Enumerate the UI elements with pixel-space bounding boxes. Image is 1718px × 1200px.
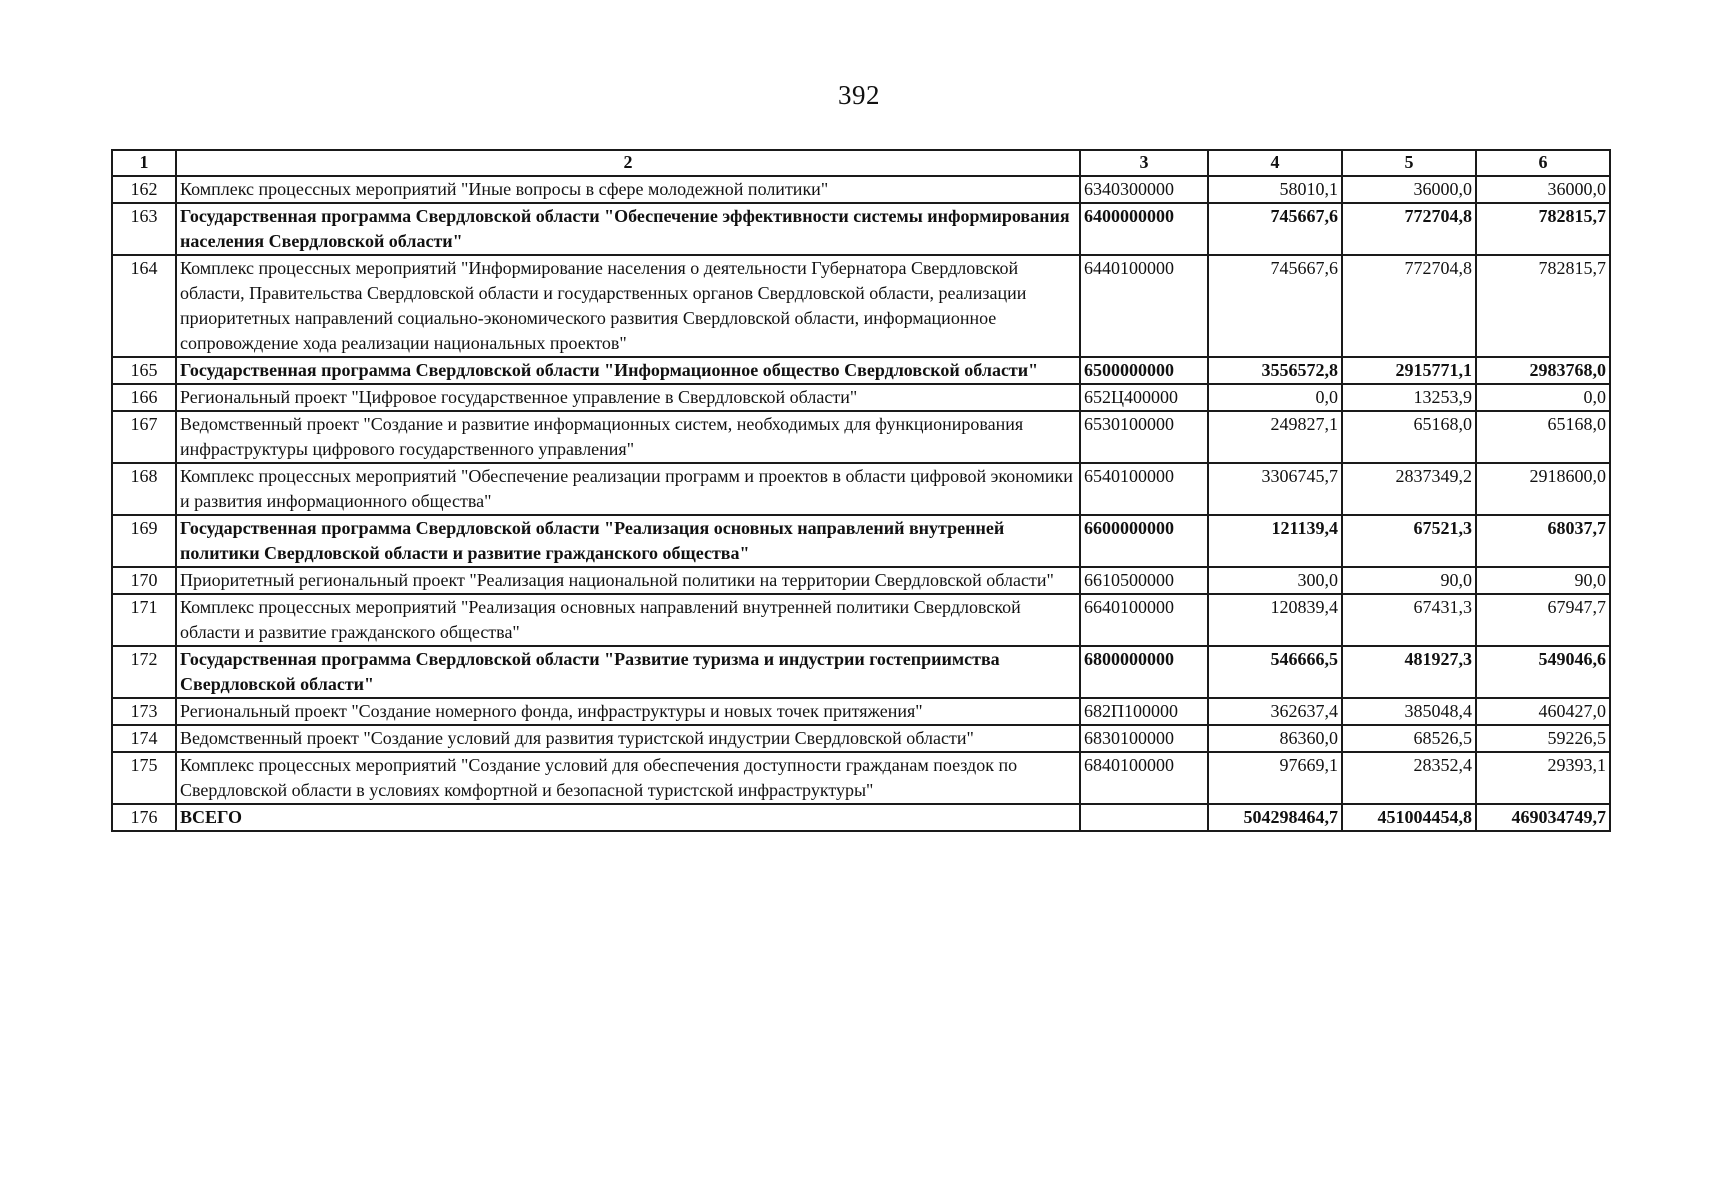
- row-code: 6610500000: [1080, 567, 1208, 594]
- table-row: [112, 698, 1610, 725]
- page-number: 392: [838, 80, 880, 110]
- column-header-2: 2: [176, 150, 1080, 176]
- row-name: Приоритетный региональный проект "Реализация национальной политики на территории Свердловской области": [176, 567, 1080, 594]
- row-number: 163: [112, 203, 176, 255]
- row-value-col6: 469034749,7: [1476, 804, 1610, 831]
- column-header-5: 5: [1342, 150, 1476, 176]
- column-header-1: 1: [112, 150, 176, 176]
- row-number: 174: [112, 725, 176, 752]
- row-value-col5: 451004454,8: [1342, 804, 1476, 831]
- table-row: [112, 515, 1610, 567]
- row-value-col5: 2915771,1: [1342, 357, 1476, 384]
- row-code: 6440100000: [1080, 255, 1208, 357]
- row-name: Комплекс процессных мероприятий "Создание условий для обеспечения доступности гражданам поездок по Свердловской области в условиях комфортной и безопасной туристской инфраструктуры": [176, 752, 1080, 804]
- table-row: [112, 255, 1610, 357]
- row-number: 165: [112, 357, 176, 384]
- table-row: [112, 411, 1610, 463]
- row-name: Государственная программа Свердловской области "Развитие туризма и индустрии гостеприимства Свердловской области": [176, 646, 1080, 698]
- row-number: 169: [112, 515, 176, 567]
- row-number: 168: [112, 463, 176, 515]
- row-code: 6840100000: [1080, 752, 1208, 804]
- table-row: [112, 357, 1610, 384]
- row-value-col6: 36000,0: [1476, 176, 1610, 203]
- table-row: [112, 463, 1610, 515]
- column-header-3: 3: [1080, 150, 1208, 176]
- row-value-col4: 3556572,8: [1208, 357, 1342, 384]
- row-value-col6: 90,0: [1476, 567, 1610, 594]
- row-code: 6800000000: [1080, 646, 1208, 698]
- row-code: 6600000000: [1080, 515, 1208, 567]
- budget-table: [111, 149, 1611, 832]
- row-value-col5: 67521,3: [1342, 515, 1476, 567]
- row-number: 162: [112, 176, 176, 203]
- row-number: 164: [112, 255, 176, 357]
- row-name: Ведомственный проект "Создание и развитие информационных систем, необходимых для функционирования инфраструктуры цифрового государственного управления": [176, 411, 1080, 463]
- row-value-col5: 772704,8: [1342, 203, 1476, 255]
- row-number: 172: [112, 646, 176, 698]
- row-value-col6: 2983768,0: [1476, 357, 1610, 384]
- row-value-col5: 481927,3: [1342, 646, 1476, 698]
- row-value-col4: 362637,4: [1208, 698, 1342, 725]
- row-value-col6: 59226,5: [1476, 725, 1610, 752]
- row-value-col5: 385048,4: [1342, 698, 1476, 725]
- column-header-4: 4: [1208, 150, 1342, 176]
- column-header-6: 6: [1476, 150, 1610, 176]
- row-number: 175: [112, 752, 176, 804]
- table-row: [112, 752, 1610, 804]
- row-name: Комплекс процессных мероприятий "Реализация основных направлений внутренней политики Свердловской области и развитие гражданского общества": [176, 594, 1080, 646]
- row-value-col6: 782815,7: [1476, 203, 1610, 255]
- row-value-col5: 65168,0: [1342, 411, 1476, 463]
- header-row: [112, 150, 1610, 176]
- row-value-col5: 772704,8: [1342, 255, 1476, 357]
- row-value-col6: 67947,7: [1476, 594, 1610, 646]
- row-code: [1080, 804, 1208, 831]
- row-name: Государственная программа Свердловской области "Информационное общество Свердловской области": [176, 357, 1080, 384]
- row-name: Государственная программа Свердловской области "Обеспечение эффективности системы информирования населения Свердловской области": [176, 203, 1080, 255]
- row-name: Государственная программа Свердловской области "Реализация основных направлений внутренней политики Свердловской области и развитие гражданского общества": [176, 515, 1080, 567]
- row-value-col6: 0,0: [1476, 384, 1610, 411]
- table-row: [112, 646, 1610, 698]
- table-row: [112, 567, 1610, 594]
- table-body: [112, 176, 1610, 831]
- row-value-col6: 460427,0: [1476, 698, 1610, 725]
- row-code: 6830100000: [1080, 725, 1208, 752]
- row-code: 6640100000: [1080, 594, 1208, 646]
- row-value-col6: 549046,6: [1476, 646, 1610, 698]
- row-number: 176: [112, 804, 176, 831]
- row-number: 170: [112, 567, 176, 594]
- row-value-col4: 58010,1: [1208, 176, 1342, 203]
- row-code: 6530100000: [1080, 411, 1208, 463]
- row-value-col5: 2837349,2: [1342, 463, 1476, 515]
- row-value-col4: 745667,6: [1208, 255, 1342, 357]
- row-value-col4: 300,0: [1208, 567, 1342, 594]
- table-row: [112, 594, 1610, 646]
- row-name: Комплекс процессных мероприятий "Иные вопросы в сфере молодежной политики": [176, 176, 1080, 203]
- row-name: Региональный проект "Создание номерного фонда, инфраструктуры и новых точек притяжения": [176, 698, 1080, 725]
- row-value-col6: 68037,7: [1476, 515, 1610, 567]
- row-value-col4: 120839,4: [1208, 594, 1342, 646]
- row-value-col4: 249827,1: [1208, 411, 1342, 463]
- row-code: 652Ц400000: [1080, 384, 1208, 411]
- row-value-col5: 28352,4: [1342, 752, 1476, 804]
- table-row: [112, 725, 1610, 752]
- row-name: ВСЕГО: [176, 804, 1080, 831]
- row-value-col5: 36000,0: [1342, 176, 1476, 203]
- table-row: [112, 804, 1610, 831]
- row-code: 6540100000: [1080, 463, 1208, 515]
- row-value-col4: 745667,6: [1208, 203, 1342, 255]
- row-number: 166: [112, 384, 176, 411]
- row-value-col6: 65168,0: [1476, 411, 1610, 463]
- row-number: 171: [112, 594, 176, 646]
- row-name: Региональный проект "Цифровое государственное управление в Свердловской области": [176, 384, 1080, 411]
- row-value-col5: 90,0: [1342, 567, 1476, 594]
- row-code: 6340300000: [1080, 176, 1208, 203]
- row-name: Комплекс процессных мероприятий "Обеспечение реализации программ и проектов в области цифровой экономики и развития информационного общества": [176, 463, 1080, 515]
- row-value-col4: 0,0: [1208, 384, 1342, 411]
- table-row: [112, 203, 1610, 255]
- row-code: 6400000000: [1080, 203, 1208, 255]
- row-value-col4: 3306745,7: [1208, 463, 1342, 515]
- row-code: 6500000000: [1080, 357, 1208, 384]
- row-value-col5: 13253,9: [1342, 384, 1476, 411]
- row-value-col6: 2918600,0: [1476, 463, 1610, 515]
- row-value-col4: 546666,5: [1208, 646, 1342, 698]
- row-value-col5: 68526,5: [1342, 725, 1476, 752]
- row-value-col5: 67431,3: [1342, 594, 1476, 646]
- row-number: 167: [112, 411, 176, 463]
- row-number: 173: [112, 698, 176, 725]
- row-value-col4: 121139,4: [1208, 515, 1342, 567]
- row-value-col6: 782815,7: [1476, 255, 1610, 357]
- table-row: [112, 384, 1610, 411]
- row-name: Ведомственный проект "Создание условий для развития туристской индустрии Свердловской области": [176, 725, 1080, 752]
- row-value-col4: 504298464,7: [1208, 804, 1342, 831]
- row-value-col4: 97669,1: [1208, 752, 1342, 804]
- row-code: 682П100000: [1080, 698, 1208, 725]
- row-value-col6: 29393,1: [1476, 752, 1610, 804]
- row-value-col4: 86360,0: [1208, 725, 1342, 752]
- row-name: Комплекс процессных мероприятий "Информирование населения о деятельности Губернатора Свердловской области, Правительства Свердловской области и государственных органов Свердловской области, реализации приоритетных направлений социально-экономического развития Свердловской области, информационное сопровождение хода реализации национальных проектов": [176, 255, 1080, 357]
- table-row: [112, 176, 1610, 203]
